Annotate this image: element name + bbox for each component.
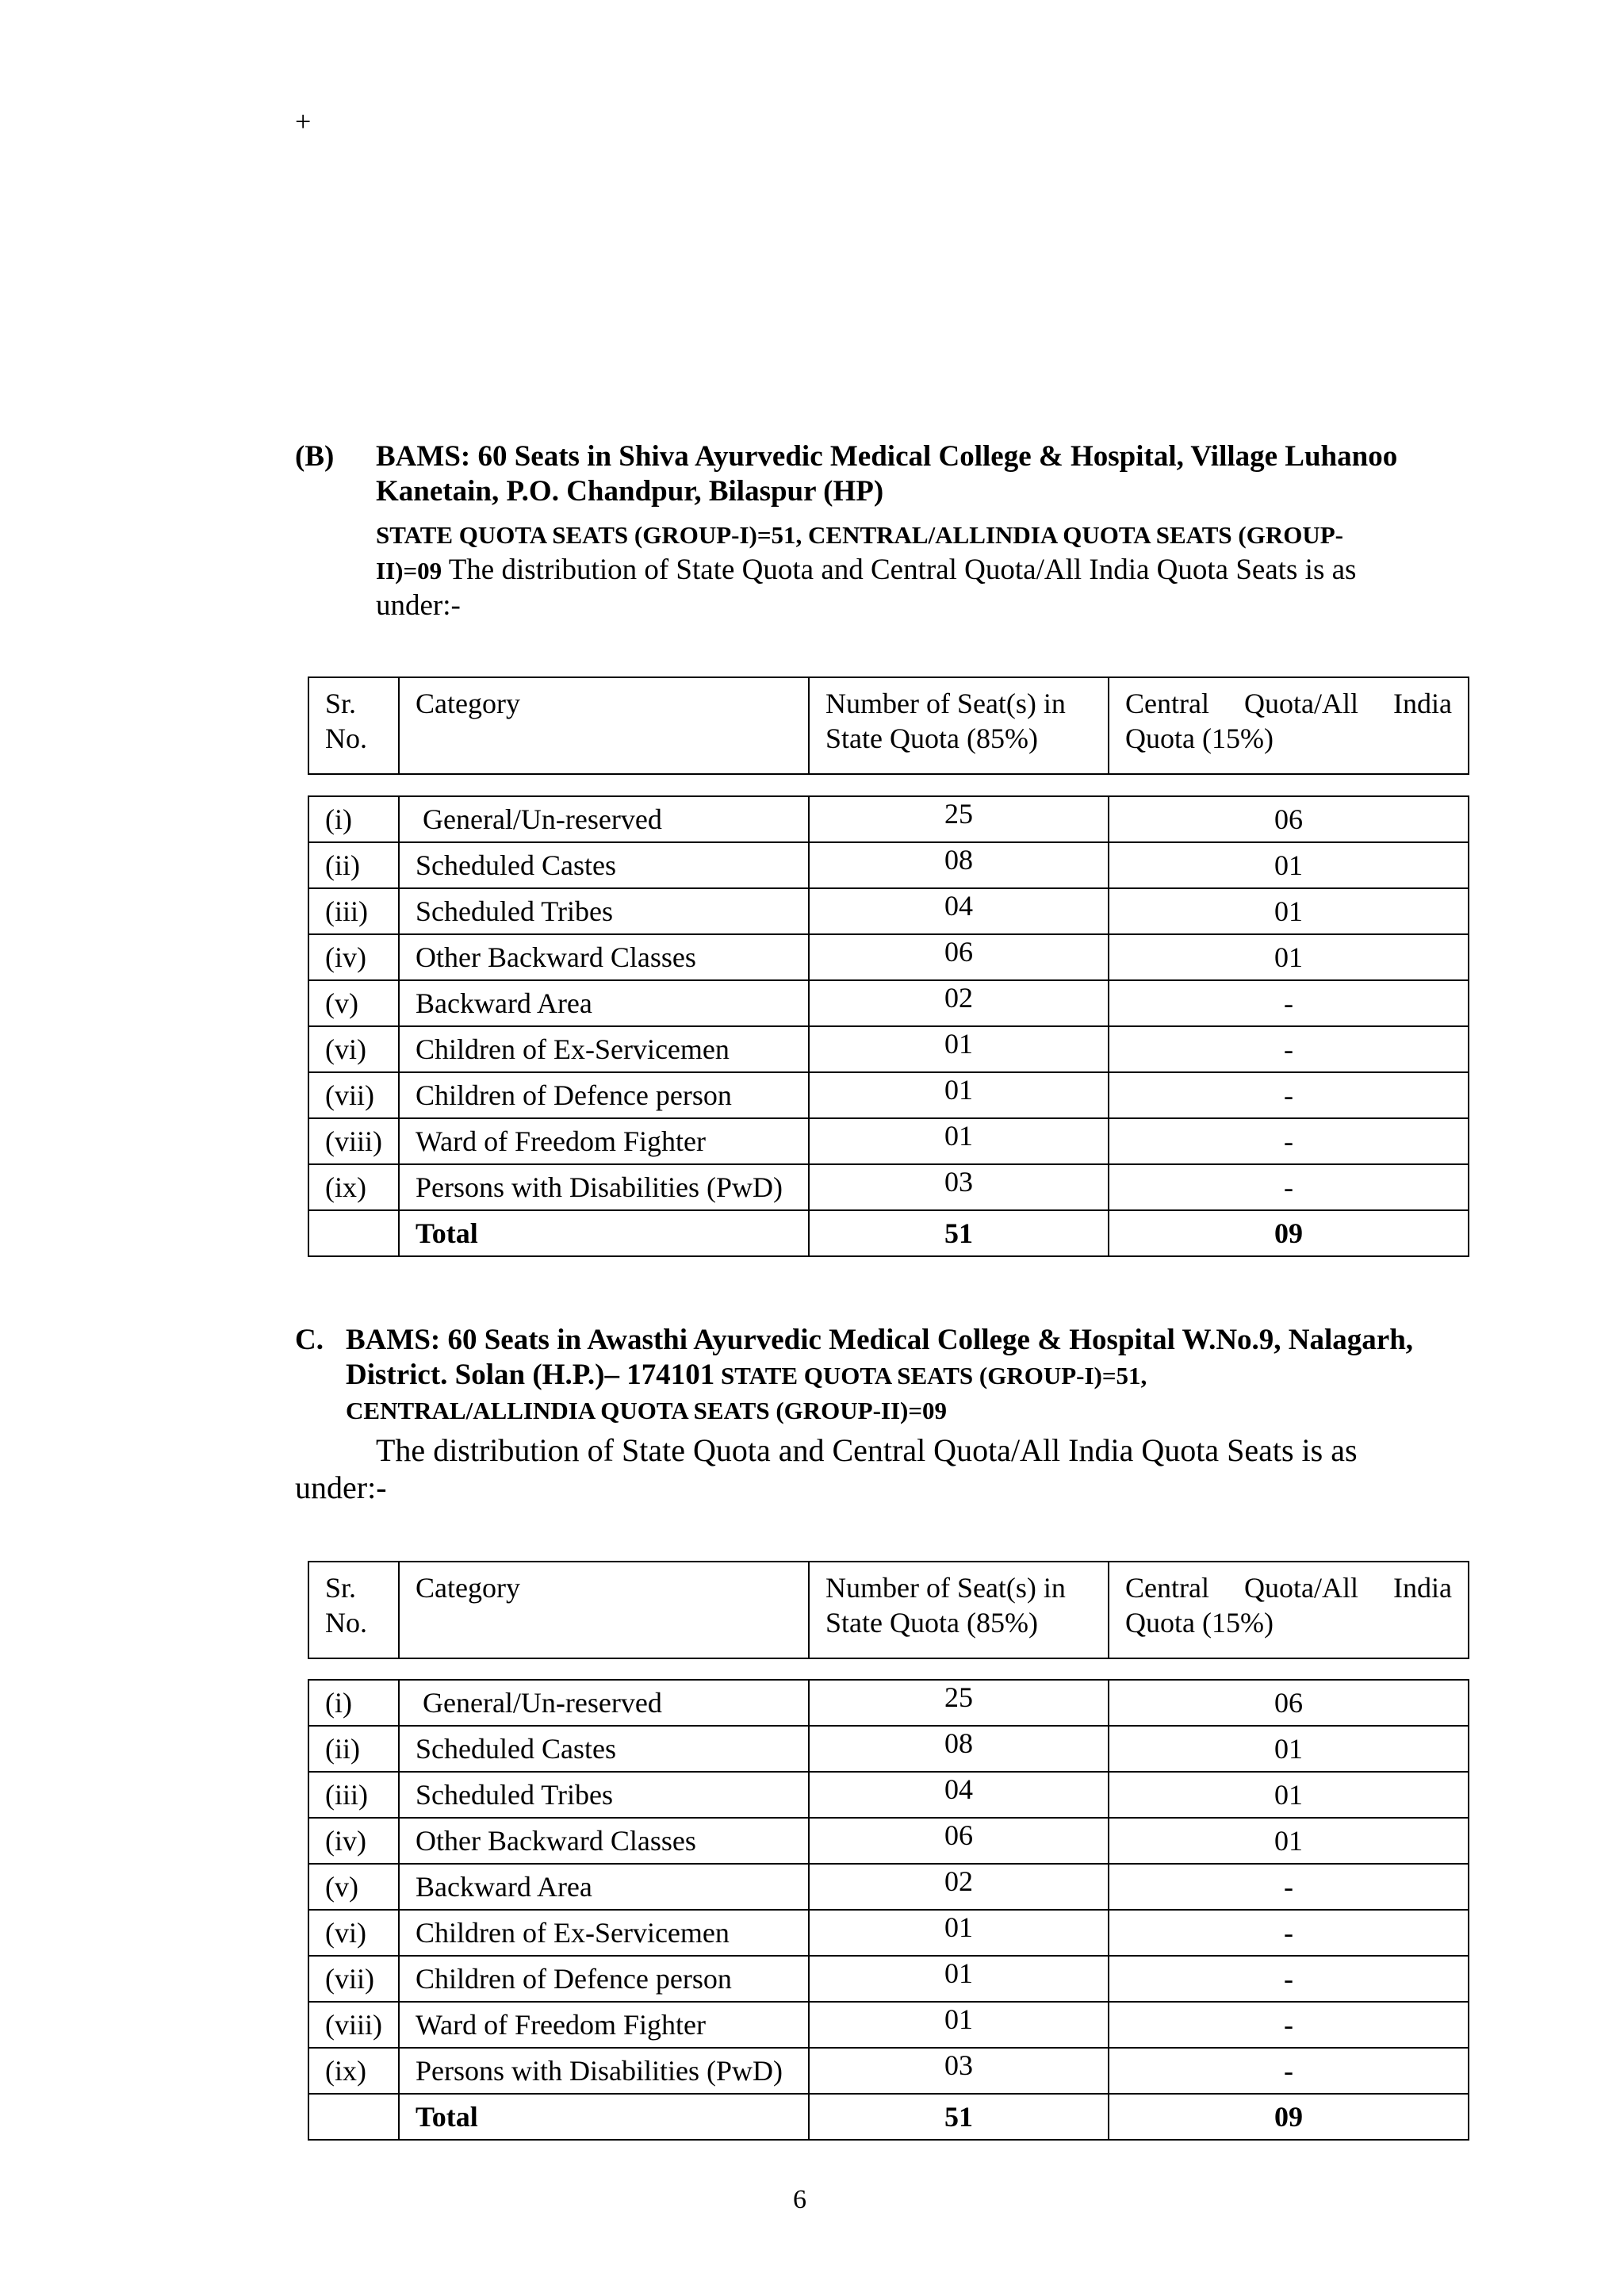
table-row bbox=[308, 1726, 1469, 1772]
header-central-quota: Central Quota/All India Quota (15%) bbox=[1109, 677, 1469, 774]
row-category: Ward of Freedom Fighter bbox=[399, 2002, 809, 2048]
row-category: Children of Defence person bbox=[399, 1072, 809, 1118]
row-category: Scheduled Castes bbox=[399, 842, 809, 888]
row-central-seats: - bbox=[1109, 1026, 1469, 1072]
row-sr: (ii) bbox=[308, 1726, 399, 1772]
row-state-seats: 25 bbox=[809, 1680, 1109, 1726]
row-state-seats: 06 bbox=[809, 1818, 1109, 1864]
table-row bbox=[308, 888, 1469, 934]
row-central-seats: - bbox=[1109, 2002, 1469, 2048]
table-row bbox=[308, 2048, 1469, 2094]
row-central-seats: 01 bbox=[1109, 1772, 1469, 1818]
page-number: 6 bbox=[793, 2185, 806, 2214]
section-c-dist-line1: The distribution of State Quota and Central Quota/All India Quota Seats is as bbox=[376, 1432, 1358, 1468]
header-state-quota: Number of Seat(s) in State Quota (85%) bbox=[809, 1562, 1109, 1658]
section-b-quota-bold-line2: II)=09 bbox=[376, 557, 442, 585]
table-row bbox=[308, 1026, 1469, 1072]
row-sr: (v) bbox=[308, 980, 399, 1026]
row-category: Persons with Disabilities (PwD) bbox=[399, 1164, 809, 1210]
section-b-title-line1: BAMS: 60 Seats in Shiva Ayurvedic Medical College & Hospital, Village Luhanoo bbox=[376, 440, 1398, 473]
section-b-label: (B) bbox=[295, 440, 335, 473]
row-category: Ward of Freedom Fighter bbox=[399, 1118, 809, 1164]
row-sr: (vii) bbox=[308, 1956, 399, 2002]
total-sr bbox=[308, 2094, 399, 2140]
section-b-quota-text bbox=[376, 517, 1502, 623]
row-state-seats: 04 bbox=[809, 888, 1109, 934]
row-sr: (viii) bbox=[308, 1118, 399, 1164]
total-row bbox=[308, 1210, 1469, 1256]
row-state-seats: 04 bbox=[809, 1772, 1109, 1818]
section-c-title-line1: BAMS: 60 Seats in Awasthi Ayurvedic Medical College & Hospital W.No.9, Nalagarh, bbox=[346, 1324, 1414, 1356]
table-row bbox=[308, 1818, 1469, 1864]
header-state-quota: Number of Seat(s) in State Quota (85%) bbox=[809, 677, 1109, 774]
total-state-seats: 51 bbox=[809, 2094, 1109, 2140]
table-row bbox=[308, 1864, 1469, 1910]
row-state-seats: 02 bbox=[809, 980, 1109, 1026]
total-label: Total bbox=[399, 1210, 809, 1256]
row-central-seats: - bbox=[1109, 1864, 1469, 1910]
table-row bbox=[308, 934, 1469, 980]
row-category: Children of Ex-Servicemen bbox=[399, 1910, 809, 1956]
row-state-seats: 01 bbox=[809, 2002, 1109, 2048]
row-central-seats: 06 bbox=[1109, 796, 1469, 842]
row-central-seats: 01 bbox=[1109, 934, 1469, 980]
row-central-seats: - bbox=[1109, 1118, 1469, 1164]
section-b-quota-line2: The distribution of State Quota and Central Quota/All India Quota Seats is as bbox=[442, 554, 1357, 586]
table-row bbox=[308, 1772, 1469, 1818]
total-sr bbox=[308, 1210, 399, 1256]
row-state-seats: 01 bbox=[809, 1956, 1109, 2002]
section-c-label: C. bbox=[295, 1324, 324, 1356]
table-row bbox=[308, 1072, 1469, 1118]
table-row bbox=[308, 1680, 1469, 1726]
row-category: Backward Area bbox=[399, 1864, 809, 1910]
table-row bbox=[308, 796, 1469, 842]
row-category: General/Un-reserved bbox=[399, 1680, 809, 1726]
table-row bbox=[308, 842, 1469, 888]
total-state-seats: 51 bbox=[809, 1210, 1109, 1256]
row-state-seats: 01 bbox=[809, 1072, 1109, 1118]
row-central-seats: - bbox=[1109, 1956, 1469, 2002]
row-central-seats: - bbox=[1109, 980, 1469, 1026]
row-sr: (v) bbox=[308, 1864, 399, 1910]
row-sr: (ii) bbox=[308, 842, 399, 888]
table-row bbox=[308, 1164, 1469, 1210]
row-state-seats: 08 bbox=[809, 1726, 1109, 1772]
row-sr: (vi) bbox=[308, 1026, 399, 1072]
row-state-seats: 08 bbox=[809, 842, 1109, 888]
header-category: Category bbox=[399, 1562, 809, 1658]
total-central-seats: 09 bbox=[1109, 2094, 1469, 2140]
section-c-quota-line2: STATE QUOTA SEATS (GROUP-I)=51, bbox=[714, 1362, 1147, 1389]
row-category: Other Backward Classes bbox=[399, 1818, 809, 1864]
section-c-title bbox=[346, 1323, 1488, 1428]
row-state-seats: 03 bbox=[809, 2048, 1109, 2094]
row-central-seats: 06 bbox=[1109, 1680, 1469, 1726]
section-b-title-line2: Kanetain, P.O. Chandpur, Bilaspur (HP) bbox=[376, 475, 884, 508]
page-marker: + bbox=[295, 105, 312, 137]
table-row bbox=[308, 1910, 1469, 1956]
section-c-dist-line2: under:- bbox=[295, 1470, 387, 1505]
row-category: Children of Ex-Servicemen bbox=[399, 1026, 809, 1072]
row-category: Backward Area bbox=[399, 980, 809, 1026]
row-sr: (i) bbox=[308, 796, 399, 842]
row-category: Persons with Disabilities (PwD) bbox=[399, 2048, 809, 2094]
table-b-header bbox=[308, 677, 1469, 775]
row-sr: (ix) bbox=[308, 2048, 399, 2094]
table-row bbox=[308, 1118, 1469, 1164]
row-sr: (iii) bbox=[308, 1772, 399, 1818]
header-sr-no: Sr. No. bbox=[308, 1562, 399, 1658]
row-central-seats: 01 bbox=[1109, 1818, 1469, 1864]
row-category: General/Un-reserved bbox=[399, 796, 809, 842]
row-category: Scheduled Tribes bbox=[399, 1772, 809, 1818]
total-row bbox=[308, 2094, 1469, 2140]
row-sr: (i) bbox=[308, 1680, 399, 1726]
row-central-seats: - bbox=[1109, 1072, 1469, 1118]
header-sr-no: Sr. No. bbox=[308, 677, 399, 774]
row-central-seats: 01 bbox=[1109, 888, 1469, 934]
header-central-quota: Central Quota/All India Quota (15%) bbox=[1109, 1562, 1469, 1658]
row-state-seats: 03 bbox=[809, 1164, 1109, 1210]
row-sr: (viii) bbox=[308, 2002, 399, 2048]
row-category: Children of Defence person bbox=[399, 1956, 809, 2002]
row-category: Scheduled Tribes bbox=[399, 888, 809, 934]
row-sr: (iv) bbox=[308, 1818, 399, 1864]
section-b-title bbox=[376, 439, 1486, 509]
row-state-seats: 25 bbox=[809, 796, 1109, 842]
row-sr: (iv) bbox=[308, 934, 399, 980]
row-sr: (iii) bbox=[308, 888, 399, 934]
section-b-quota-line3: under:- bbox=[376, 589, 461, 622]
row-central-seats: - bbox=[1109, 1910, 1469, 1956]
table-c-header bbox=[308, 1561, 1469, 1659]
row-sr: (vi) bbox=[308, 1910, 399, 1956]
row-state-seats: 02 bbox=[809, 1864, 1109, 1910]
row-central-seats: - bbox=[1109, 1164, 1469, 1210]
row-central-seats: 01 bbox=[1109, 1726, 1469, 1772]
table-row bbox=[308, 1956, 1469, 2002]
table-row bbox=[308, 2002, 1469, 2048]
section-c-quota-line3: CENTRAL/ALLINDIA QUOTA SEATS (GROUP-II)=09 bbox=[346, 1397, 948, 1424]
table-row bbox=[308, 980, 1469, 1026]
row-state-seats: 01 bbox=[809, 1910, 1109, 1956]
header-category: Category bbox=[399, 677, 809, 774]
table-b-body bbox=[308, 795, 1469, 1257]
row-sr: (vii) bbox=[308, 1072, 399, 1118]
row-central-seats: 01 bbox=[1109, 842, 1469, 888]
row-category: Other Backward Classes bbox=[399, 934, 809, 980]
row-sr: (ix) bbox=[308, 1164, 399, 1210]
table-c-body bbox=[308, 1679, 1469, 2141]
row-state-seats: 01 bbox=[809, 1118, 1109, 1164]
row-state-seats: 01 bbox=[809, 1026, 1109, 1072]
section-b-quota-bold-line1: STATE QUOTA SEATS (GROUP-I)=51, CENTRAL/ALLINDIA QUOTA SEATS (GROUP- bbox=[376, 521, 1343, 549]
total-label: Total bbox=[399, 2094, 809, 2140]
row-category: Scheduled Castes bbox=[399, 1726, 809, 1772]
total-central-seats: 09 bbox=[1109, 1210, 1469, 1256]
section-c-title-line2: District. Solan (H.P.)– 174101 bbox=[346, 1359, 715, 1391]
row-central-seats: - bbox=[1109, 2048, 1469, 2094]
row-state-seats: 06 bbox=[809, 934, 1109, 980]
